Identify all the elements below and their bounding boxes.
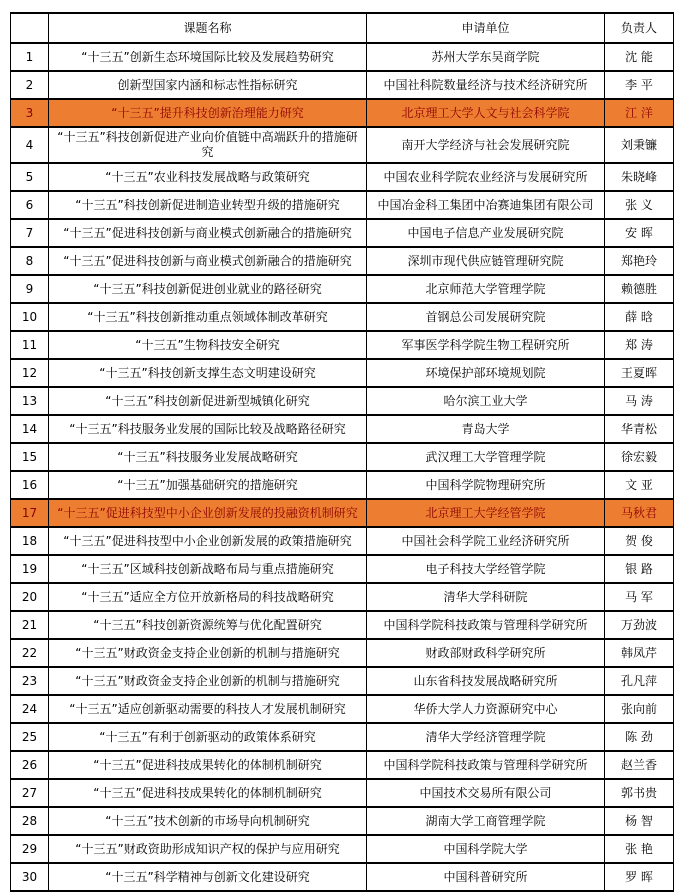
table-header-row [11, 13, 674, 43]
table-row[interactable] [11, 71, 674, 99]
applicant-org-cell: 哈尔滨工业大学 [367, 387, 605, 415]
row-number-cell: 26 [11, 751, 49, 779]
row-number-cell: 12 [11, 359, 49, 387]
table-row[interactable] [11, 219, 674, 247]
applicant-org-cell: 首钢总公司发展研究院 [367, 303, 605, 331]
leader-name-cell: 马 涛 [605, 387, 674, 415]
table-row[interactable] [11, 359, 674, 387]
applicant-org-cell: 中国农业科学院农业经济与发展研究所 [367, 163, 605, 191]
row-number-cell: 6 [11, 191, 49, 219]
table-row[interactable] [11, 779, 674, 807]
row-number-cell: 7 [11, 219, 49, 247]
table-row[interactable] [11, 443, 674, 471]
topic-name-cell: “十三五”科技创新促进创业就业的路径研究 [49, 275, 367, 303]
leader-name-cell: 马秋君 [605, 499, 674, 527]
topic-name-cell: “十三五”生物科技安全研究 [49, 331, 367, 359]
row-number-cell: 25 [11, 723, 49, 751]
applicant-org-cell: 中国社会科学院工业经济研究所 [367, 527, 605, 555]
topic-name-cell: “十三五”有利于创新驱动的政策体系研究 [49, 723, 367, 751]
applicant-org-cell: 山东省科技发展战略研究所 [367, 667, 605, 695]
row-number-cell: 29 [11, 835, 49, 863]
table-row[interactable] [11, 43, 674, 71]
topic-name-cell: “十三五”财政资金支持企业创新的机制与措施研究 [49, 639, 367, 667]
topic-name-cell: “十三五”促进科技成果转化的体制机制研究 [49, 751, 367, 779]
row-number-cell: 2 [11, 71, 49, 99]
table-row-highlighted[interactable] [11, 499, 674, 527]
applicant-org-cell: 财政部财政科学研究所 [367, 639, 605, 667]
applicant-org-cell: 中国科学院科技政策与管理科学研究所 [367, 751, 605, 779]
topic-name-cell: “十三五”促进科技型中小企业创新发展的投融资机制研究 [49, 499, 367, 527]
row-number-cell: 15 [11, 443, 49, 471]
leader-name-cell: 郑 涛 [605, 331, 674, 359]
table-row[interactable] [11, 471, 674, 499]
leader-name-cell: 张 义 [605, 191, 674, 219]
applicant-org-cell: 青岛大学 [367, 415, 605, 443]
applicant-org-cell: 军事医学科学院生物工程研究所 [367, 331, 605, 359]
row-number-cell: 14 [11, 415, 49, 443]
leader-name-cell: 张向前 [605, 695, 674, 723]
leader-name-cell: 江 洋 [605, 99, 674, 127]
row-number-cell: 27 [11, 779, 49, 807]
row-number-cell: 1 [11, 43, 49, 71]
applicant-org-cell: 北京师范大学管理学院 [367, 275, 605, 303]
leader-name-cell: 文 亚 [605, 471, 674, 499]
leader-name-cell: 银 路 [605, 555, 674, 583]
topic-name-cell: “十三五”科技创新促进新型城镇化研究 [49, 387, 367, 415]
applicant-org-cell: 湖南大学工商管理学院 [367, 807, 605, 835]
table-row[interactable] [11, 275, 674, 303]
table-row[interactable] [11, 387, 674, 415]
table-row-highlighted[interactable] [11, 99, 674, 127]
applicant-org-cell: 华侨大学人力资源研究中心 [367, 695, 605, 723]
leader-name-cell: 刘秉镰 [605, 127, 674, 163]
topic-name-cell: “十三五”区域科技创新战略布局与重点措施研究 [49, 555, 367, 583]
leader-name-cell: 杨 智 [605, 807, 674, 835]
table-row[interactable] [11, 527, 674, 555]
row-number-cell: 30 [11, 863, 49, 891]
table-row[interactable] [11, 611, 674, 639]
applicant-org-cell: 中国冶金科工集团中冶赛迪集团有限公司 [367, 191, 605, 219]
row-number-cell: 13 [11, 387, 49, 415]
row-number-cell: 22 [11, 639, 49, 667]
table-row[interactable] [11, 331, 674, 359]
leader-name-cell: 贺 俊 [605, 527, 674, 555]
leader-name-cell: 罗 晖 [605, 863, 674, 891]
leader-name-cell: 韩凤芹 [605, 639, 674, 667]
row-number-cell: 21 [11, 611, 49, 639]
topic-name-cell: “十三五”技术创新的市场导向机制研究 [49, 807, 367, 835]
column-header-index [11, 13, 49, 43]
applicant-org-cell: 北京理工大学人文与社会科学院 [367, 99, 605, 127]
table-row[interactable] [11, 723, 674, 751]
row-number-cell: 8 [11, 247, 49, 275]
leader-name-cell: 张 艳 [605, 835, 674, 863]
topic-name-cell: “十三五”科学精神与创新文化建设研究 [49, 863, 367, 891]
table-row[interactable] [11, 751, 674, 779]
row-number-cell: 10 [11, 303, 49, 331]
topic-name-cell: “十三五”科技服务业发展战略研究 [49, 443, 367, 471]
applicant-org-cell: 中国电子信息产业发展研究院 [367, 219, 605, 247]
applicant-org-cell: 武汉理工大学管理学院 [367, 443, 605, 471]
topic-name-cell: “十三五”加强基础研究的措施研究 [49, 471, 367, 499]
table-row[interactable] [11, 807, 674, 835]
table-row[interactable] [11, 863, 674, 891]
leader-name-cell: 安 晖 [605, 219, 674, 247]
topic-name-cell: “十三五”适应创新驱动需要的科技人才发展机制研究 [49, 695, 367, 723]
leader-name-cell: 沈 能 [605, 43, 674, 71]
topic-name-cell: “十三五”提升科技创新治理能力研究 [49, 99, 367, 127]
projects-table [10, 12, 674, 892]
applicant-org-cell: 中国技术交易所有限公司 [367, 779, 605, 807]
leader-name-cell: 赵兰香 [605, 751, 674, 779]
leader-name-cell: 徐宏毅 [605, 443, 674, 471]
row-number-cell: 19 [11, 555, 49, 583]
applicant-org-cell: 清华大学科研院 [367, 583, 605, 611]
row-number-cell: 5 [11, 163, 49, 191]
applicant-org-cell: 电子科技大学经管学院 [367, 555, 605, 583]
row-number-cell: 3 [11, 99, 49, 127]
topic-name-cell: “十三五”促进科技型中小企业创新发展的政策措施研究 [49, 527, 367, 555]
applicant-org-cell: 环境保护部环境规划院 [367, 359, 605, 387]
table-row[interactable] [11, 163, 674, 191]
leader-name-cell: 万劲波 [605, 611, 674, 639]
topic-name-cell: “十三五”财政资助形成知识产权的保护与应用研究 [49, 835, 367, 863]
row-number-cell: 28 [11, 807, 49, 835]
table-row[interactable] [11, 127, 674, 163]
table-row[interactable] [11, 247, 674, 275]
row-number-cell: 18 [11, 527, 49, 555]
leader-name-cell: 李 平 [605, 71, 674, 99]
topic-name-cell: “十三五”适应全方位开放新格局的科技战略研究 [49, 583, 367, 611]
table-row[interactable] [11, 667, 674, 695]
leader-name-cell: 郑艳玲 [605, 247, 674, 275]
table-row[interactable] [11, 303, 674, 331]
topic-name-cell: “十三五”创新生态环境国际比较及发展趋势研究 [49, 43, 367, 71]
applicant-org-cell: 南开大学经济与社会发展研究院 [367, 127, 605, 163]
leader-name-cell: 马 军 [605, 583, 674, 611]
table-row[interactable] [11, 639, 674, 667]
row-number-cell: 24 [11, 695, 49, 723]
leader-name-cell: 孔凡萍 [605, 667, 674, 695]
column-header-topic-name: 课题名称 [49, 13, 367, 43]
row-number-cell: 11 [11, 331, 49, 359]
applicant-org-cell: 苏州大学东吴商学院 [367, 43, 605, 71]
table-row[interactable] [11, 555, 674, 583]
leader-name-cell: 薛 晗 [605, 303, 674, 331]
column-header-applicant: 申请单位 [367, 13, 605, 43]
table-row[interactable] [11, 415, 674, 443]
leader-name-cell: 郭书贵 [605, 779, 674, 807]
leader-name-cell: 朱晓峰 [605, 163, 674, 191]
leader-name-cell: 华青松 [605, 415, 674, 443]
topic-name-cell: “十三五”促进科技创新与商业模式创新融合的措施研究 [49, 247, 367, 275]
row-number-cell: 23 [11, 667, 49, 695]
applicant-org-cell: 中国科普研究所 [367, 863, 605, 891]
topic-name-cell: “十三五”财政资金支持企业创新的机制与措施研究 [49, 667, 367, 695]
applicant-org-cell: 中国科学院物理研究所 [367, 471, 605, 499]
applicant-org-cell: 中国科学院科技政策与管理科学研究所 [367, 611, 605, 639]
topic-name-cell: “十三五”农业科技发展战略与政策研究 [49, 163, 367, 191]
topic-name-cell: “十三五”科技创新资源统筹与优化配置研究 [49, 611, 367, 639]
applicant-org-cell: 清华大学经济管理学院 [367, 723, 605, 751]
leader-name-cell: 王夏晖 [605, 359, 674, 387]
table-row[interactable] [11, 695, 674, 723]
topic-name-cell: “十三五”促进科技成果转化的体制机制研究 [49, 779, 367, 807]
leader-name-cell: 赖德胜 [605, 275, 674, 303]
topic-name-cell: “十三五”科技服务业发展的国际比较及战略路径研究 [49, 415, 367, 443]
table-row[interactable] [11, 835, 674, 863]
column-header-leader: 负责人 [605, 13, 674, 43]
row-number-cell: 9 [11, 275, 49, 303]
topic-name-cell: “十三五”科技创新促进制造业转型升级的措施研究 [49, 191, 367, 219]
table-row[interactable] [11, 191, 674, 219]
applicant-org-cell: 北京理工大学经管学院 [367, 499, 605, 527]
row-number-cell: 17 [11, 499, 49, 527]
topic-name-cell: “十三五”科技创新支撑生态文明建设研究 [49, 359, 367, 387]
row-number-cell: 20 [11, 583, 49, 611]
applicant-org-cell: 深圳市现代供应链管理研究院 [367, 247, 605, 275]
row-number-cell: 4 [11, 127, 49, 163]
row-number-cell: 16 [11, 471, 49, 499]
applicant-org-cell: 中国社科院数量经济与技术经济研究所 [367, 71, 605, 99]
applicant-org-cell: 中国科学院大学 [367, 835, 605, 863]
leader-name-cell: 陈 劲 [605, 723, 674, 751]
topic-name-cell: “十三五”科技创新推动重点领域体制改革研究 [49, 303, 367, 331]
topic-name-cell: 创新型国家内涵和标志性指标研究 [49, 71, 367, 99]
table-row[interactable] [11, 583, 674, 611]
topic-name-cell: “十三五”促进科技创新与商业模式创新融合的措施研究 [49, 219, 367, 247]
topic-name-cell: “十三五”科技创新促进产业向价值链中高端跃升的措施研究 [49, 127, 367, 163]
